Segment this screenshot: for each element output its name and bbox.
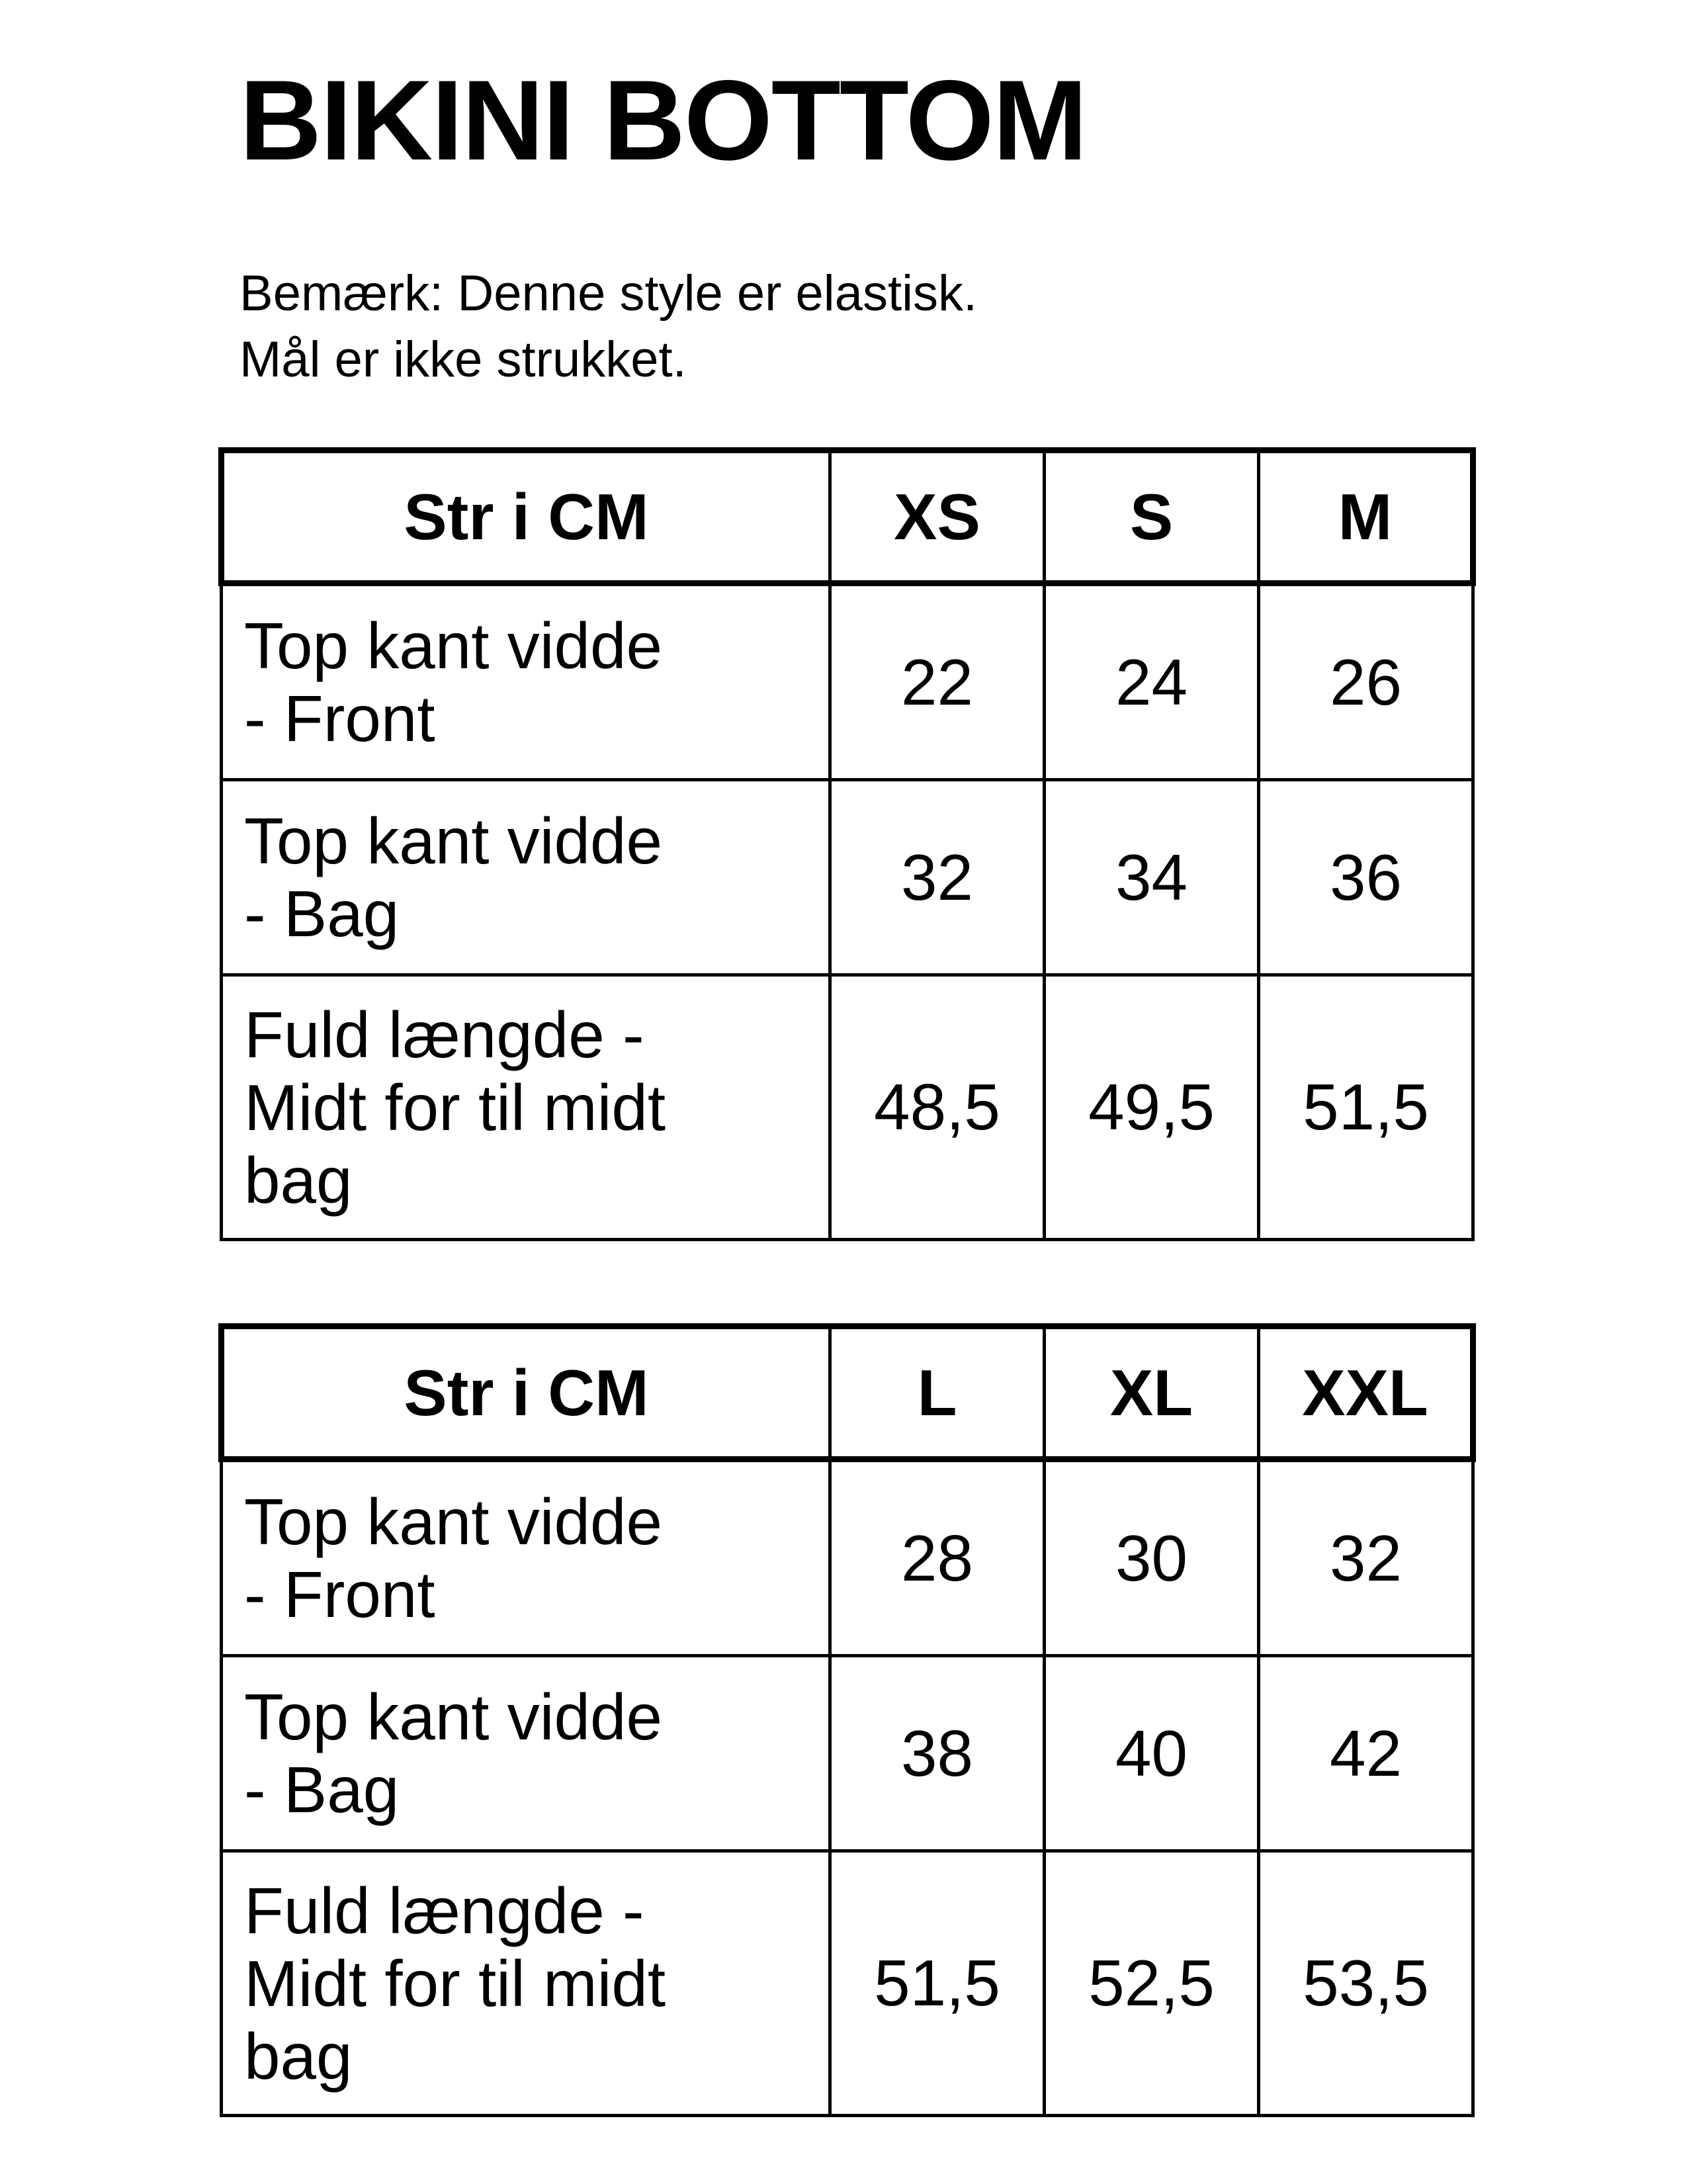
row-label-line: bag — [244, 2019, 353, 2093]
row-label-line: Fuld længde - — [244, 998, 644, 1071]
table-row — [222, 975, 1473, 1240]
header-size-label: Str i CM — [222, 451, 830, 584]
row-label-top-back — [222, 1656, 830, 1851]
value-cell: 24 — [1045, 584, 1259, 780]
page-title: BIKINI BOTTOM — [239, 57, 1086, 184]
table-header-row — [222, 1327, 1473, 1460]
header-size-xxl: XXL — [1259, 1327, 1473, 1460]
row-label-line: Top kant vidde — [244, 805, 662, 877]
row-label-full-length — [222, 975, 830, 1240]
note-line-2: Mål er ikke strukket. — [239, 331, 687, 388]
row-label-line: Midt for til midt — [244, 1946, 666, 2020]
table-header-row — [222, 451, 1473, 584]
row-label-line: - Bag — [244, 877, 400, 950]
size-table-xs-s-m — [218, 447, 1476, 1241]
table-row — [222, 1656, 1473, 1851]
value-cell: 26 — [1259, 584, 1473, 780]
value-cell: 51,5 — [1259, 975, 1473, 1240]
value-cell: 22 — [830, 584, 1045, 780]
value-cell: 53,5 — [1259, 1851, 1473, 2116]
value-cell: 36 — [1259, 780, 1473, 975]
value-cell: 42 — [1259, 1656, 1473, 1851]
row-label-top-front — [222, 584, 830, 780]
table-row — [222, 1460, 1473, 1656]
row-label-line: bag — [244, 1143, 353, 1217]
header-size-l: L — [830, 1327, 1045, 1460]
value-cell: 34 — [1045, 780, 1259, 975]
header-size-s: S — [1045, 451, 1259, 584]
row-label-line: Top kant vidde — [244, 609, 662, 682]
elastic-note — [239, 261, 977, 393]
size-table-l-xl-xxl — [218, 1323, 1476, 2117]
row-label-line: Midt for til midt — [244, 1070, 666, 1144]
row-label-top-front — [222, 1460, 830, 1656]
value-cell: 28 — [830, 1460, 1045, 1656]
table-row — [222, 1851, 1473, 2116]
value-cell: 32 — [1259, 1460, 1473, 1656]
header-size-xl: XL — [1045, 1327, 1259, 1460]
value-cell: 49,5 — [1045, 975, 1259, 1240]
value-cell: 38 — [830, 1656, 1045, 1851]
value-cell: 51,5 — [830, 1851, 1045, 2116]
value-cell: 48,5 — [830, 975, 1045, 1240]
row-label-line: Top kant vidde — [244, 1681, 662, 1753]
row-label-line: - Front — [244, 1558, 435, 1631]
value-cell: 52,5 — [1045, 1851, 1259, 2116]
row-label-top-back — [222, 780, 830, 975]
value-cell: 40 — [1045, 1656, 1259, 1851]
value-cell: 32 — [830, 780, 1045, 975]
value-cell: 30 — [1045, 1460, 1259, 1656]
note-line-1: Bemærk: Denne style er elastisk. — [239, 265, 978, 322]
row-label-line: - Front — [244, 682, 435, 755]
table-row — [222, 584, 1473, 780]
row-label-line: Fuld længde - — [244, 1874, 644, 1947]
row-label-line: Top kant vidde — [244, 1485, 662, 1558]
row-label-full-length — [222, 1851, 830, 2116]
header-size-m: M — [1259, 451, 1473, 584]
header-size-label: Str i CM — [222, 1327, 830, 1460]
header-size-xs: XS — [830, 451, 1045, 584]
row-label-line: - Bag — [244, 1753, 400, 1826]
table-row — [222, 780, 1473, 975]
